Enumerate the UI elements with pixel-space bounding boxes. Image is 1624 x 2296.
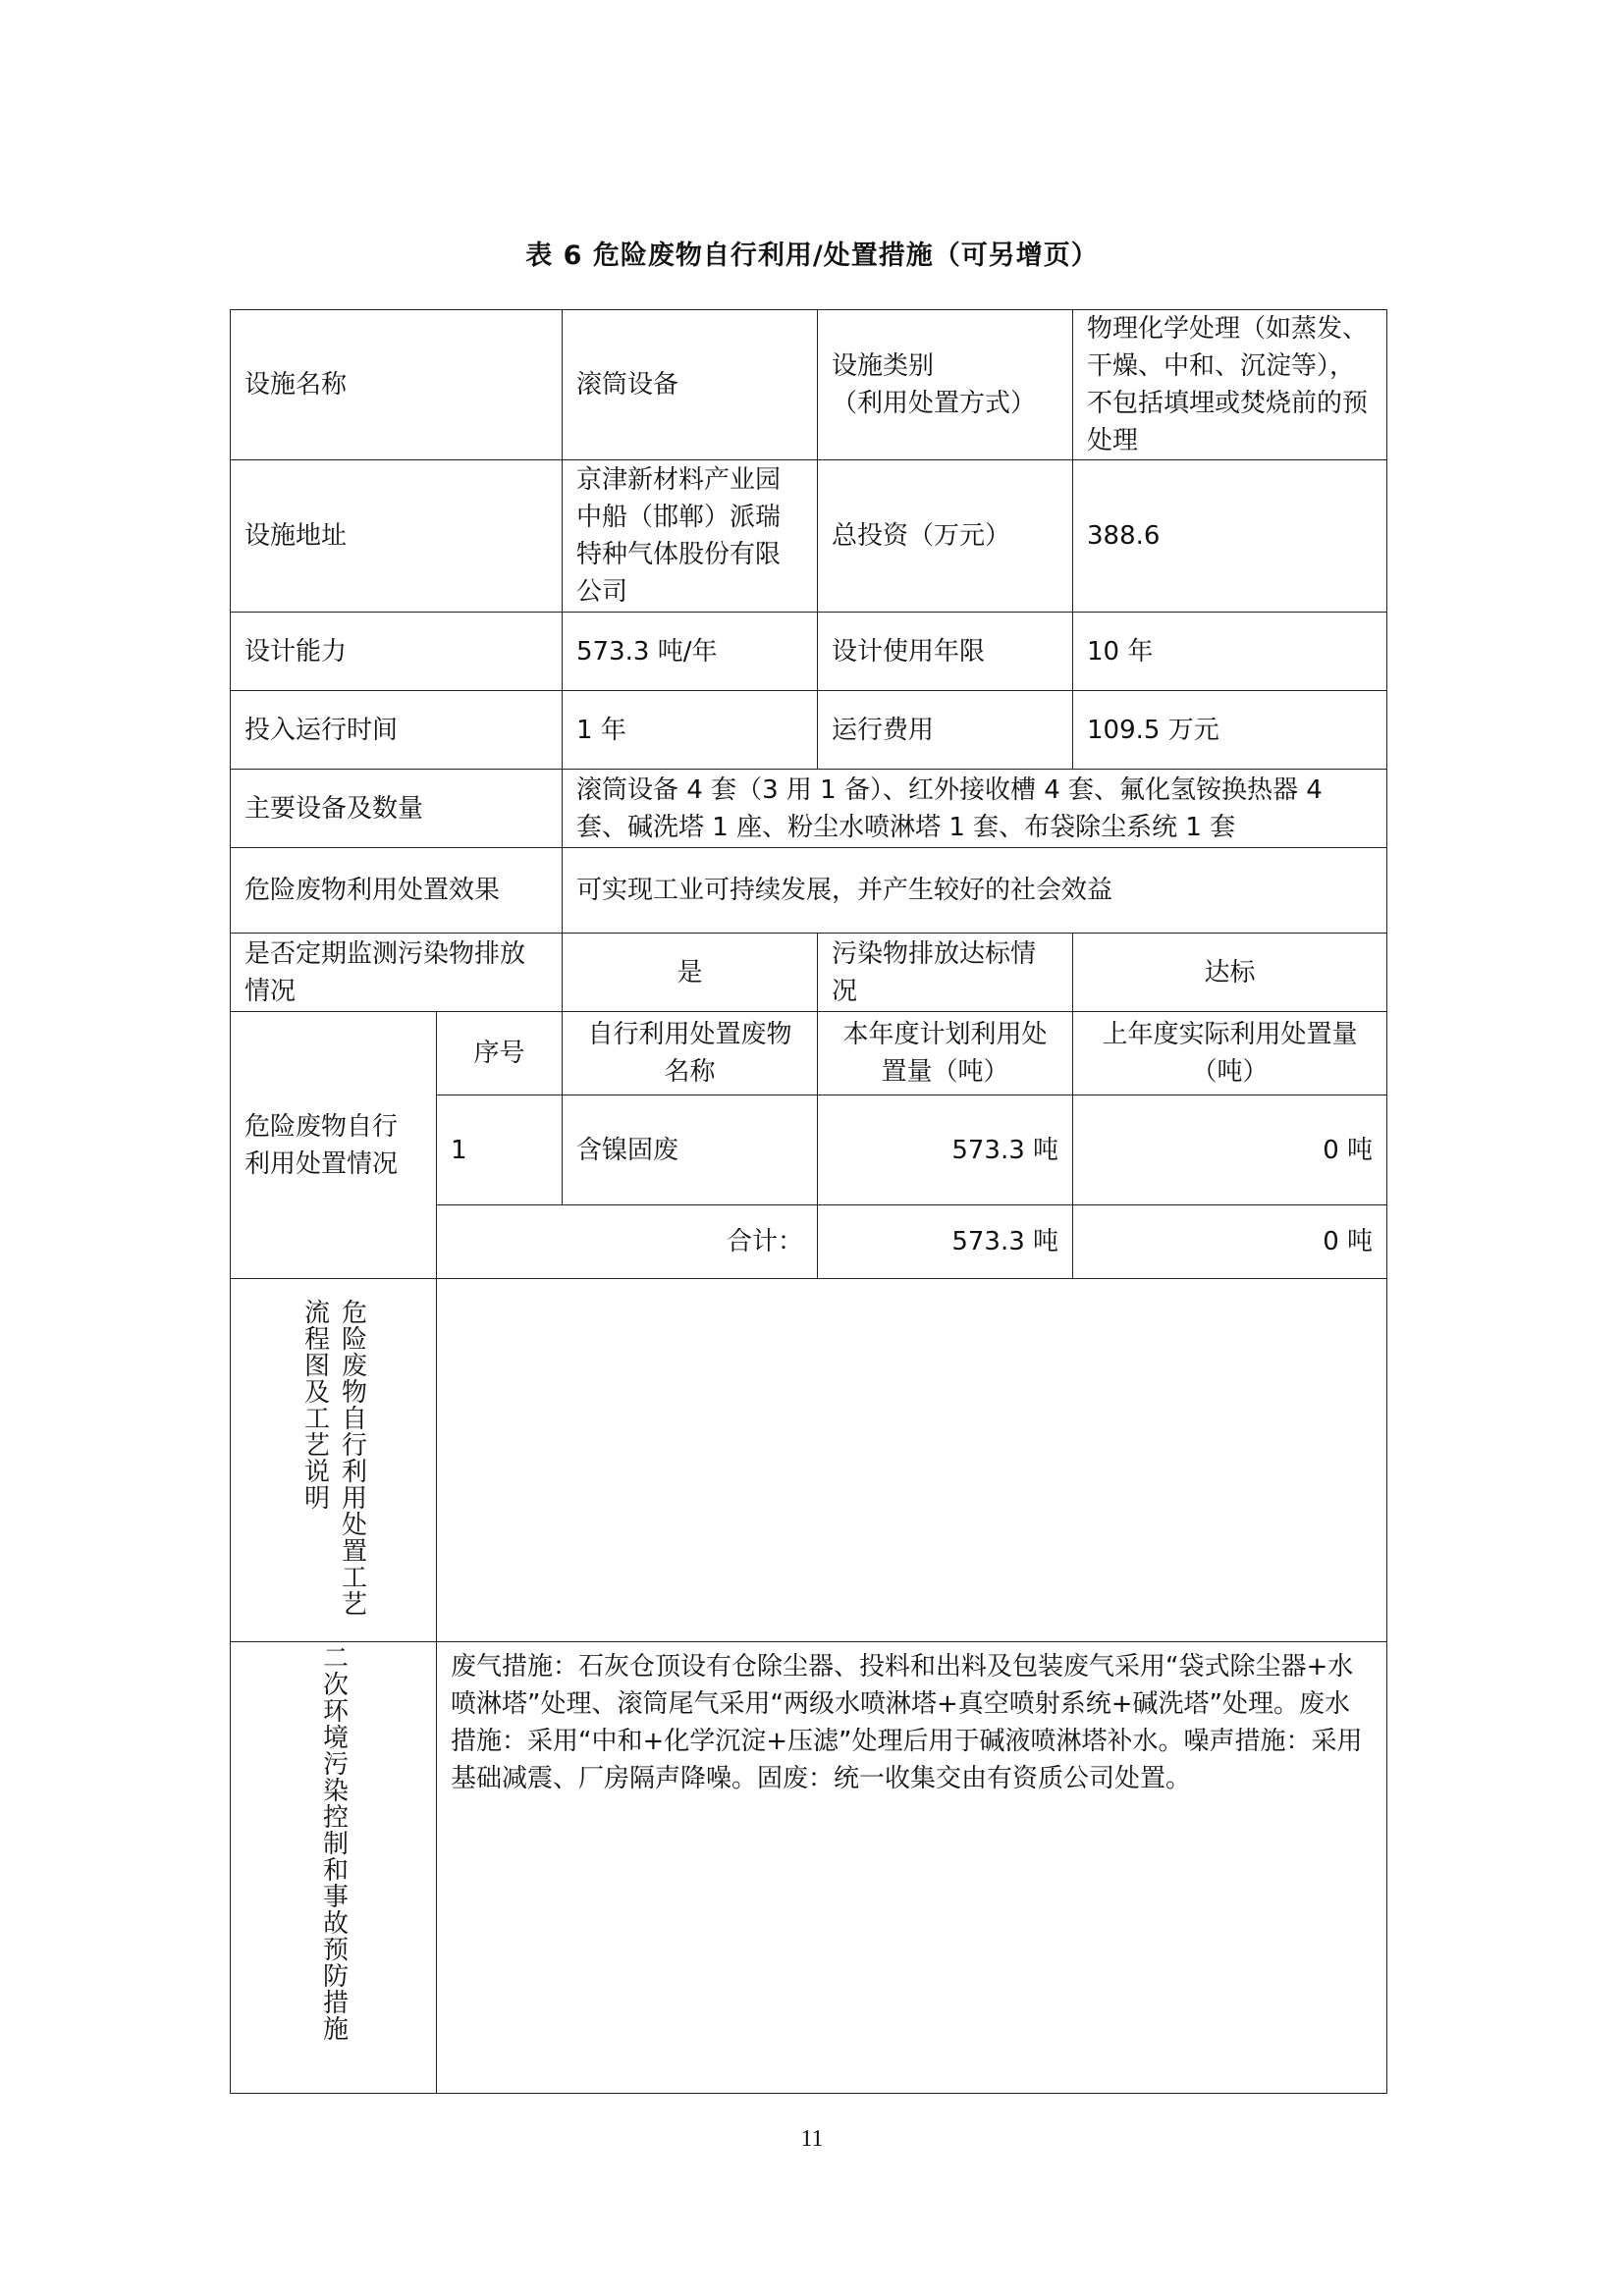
table-row xyxy=(231,934,1387,1012)
table-row xyxy=(231,310,1387,460)
header-no: 序号 xyxy=(437,1012,563,1095)
lifespan-value: 10 年 xyxy=(1073,613,1387,691)
facility-name-label: 设施名称 xyxy=(231,310,563,460)
header-last: 上年度实际利用处置量（吨） xyxy=(1073,1012,1387,1095)
capacity-label: 设计能力 xyxy=(231,613,563,691)
table-row xyxy=(231,1012,1387,1095)
address-label: 设施地址 xyxy=(231,460,563,613)
item-last: 0 吨 xyxy=(1073,1095,1387,1205)
table-row xyxy=(231,770,1387,848)
header-name: 自行利用处置废物名称 xyxy=(563,1012,818,1095)
item-no: 1 xyxy=(437,1095,563,1205)
process-label-cell xyxy=(231,1279,437,1642)
page-number: 11 xyxy=(800,2126,824,2152)
pollution-content: 废气措施：石灰仓顶设有仓除尘器、投料和出料及包装废气采用“袋式除尘器+水喷淋塔”处理、滚筒尾气采用“两级水喷淋塔+真空喷射系统+碱洗塔”处理。废水措施：采用“中和+化学沉淀+压滤”处理后用于碱液喷淋塔补水。噪声措施：采用基础减震、厂房隔声降噪。固废：统一收集交由有资质公司处置。 xyxy=(437,1642,1387,2094)
cost-label: 运行费用 xyxy=(818,691,1073,770)
total-label: 合计： xyxy=(437,1205,818,1279)
monitor-label: 是否定期监测污染物排放情况 xyxy=(231,934,563,1012)
pollution-label: 二次环境污染控制和事故预防措施 xyxy=(318,1644,349,2042)
process-label: 危险废物自行利用处置工艺流程图及工艺说明 xyxy=(299,1298,367,1617)
item-name: 含镍固废 xyxy=(563,1095,818,1205)
lifespan-label: 设计使用年限 xyxy=(818,613,1073,691)
disposal-measures-table xyxy=(230,309,1387,2094)
table-row xyxy=(231,848,1387,934)
run-time-value: 1 年 xyxy=(563,691,818,770)
facility-type-value: 物理化学处理（如蒸发、干燥、中和、沉淀等），不包括填埋或焚烧前的预处理 xyxy=(1073,310,1387,460)
equipment-value: 滚筒设备 4 套（3 用 1 备）、红外接收槽 4 套、氟化氢铵换热器 4 套、碱洗塔 1 座、粉尘水喷淋塔 1 套、布袋除尘系统 1 套 xyxy=(563,770,1387,848)
investment-label: 总投资（万元） xyxy=(818,460,1073,613)
cost-value: 109.5 万元 xyxy=(1073,691,1387,770)
effect-value: 可实现工业可持续发展，并产生较好的社会效益 xyxy=(563,848,1387,934)
emission-value: 达标 xyxy=(1073,934,1387,1012)
address-value: 京津新材料产业园 中船（邯郸）派瑞特种气体股份有限公司 xyxy=(563,460,818,613)
facility-type-label: 设施类别 （利用处置方式） xyxy=(818,310,1073,460)
item-plan: 573.3 吨 xyxy=(818,1095,1073,1205)
table-row xyxy=(231,1642,1387,2094)
table-title: 表 6 危险废物自行利用/处置措施（可另增页） xyxy=(525,240,1099,271)
run-time-label: 投入运行时间 xyxy=(231,691,563,770)
capacity-value: 573.3 吨/年 xyxy=(563,613,818,691)
emission-label: 污染物排放达标情况 xyxy=(818,934,1073,1012)
facility-name-value: 滚筒设备 xyxy=(563,310,818,460)
table-row xyxy=(231,613,1387,691)
investment-value: 388.6 xyxy=(1073,460,1387,613)
effect-label: 危险废物利用处置效果 xyxy=(231,848,563,934)
monitor-value: 是 xyxy=(563,934,818,1012)
process-content xyxy=(437,1279,1387,1642)
total-last: 0 吨 xyxy=(1073,1205,1387,1279)
equipment-label: 主要设备及数量 xyxy=(231,770,563,848)
header-plan: 本年度计划利用处置量（吨） xyxy=(818,1012,1073,1095)
total-plan: 573.3 吨 xyxy=(818,1205,1073,1279)
pollution-label-cell xyxy=(231,1642,437,2094)
table-row xyxy=(231,691,1387,770)
table-row xyxy=(231,460,1387,613)
table-row xyxy=(231,1279,1387,1642)
disposal-section-label: 危险废物自行利用处置情况 xyxy=(231,1012,437,1279)
